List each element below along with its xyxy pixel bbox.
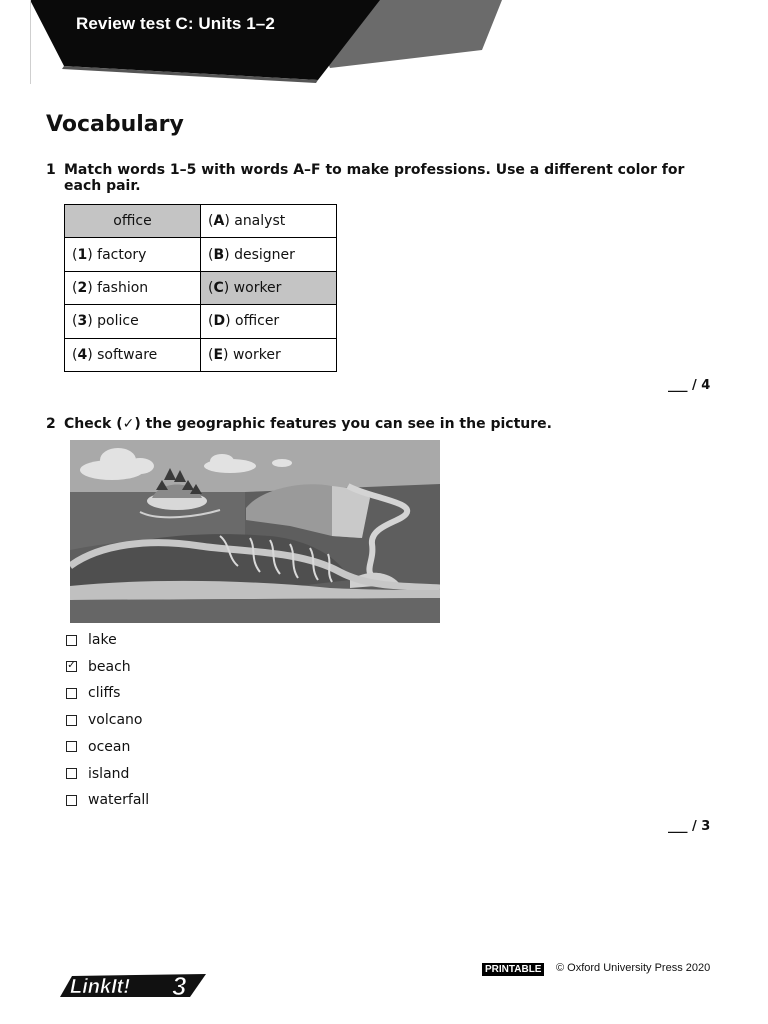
checklist-item: [66, 683, 120, 703]
match-right-cell: (B) designer: [201, 238, 337, 271]
match-word: worker: [232, 346, 281, 363]
q1-score: ___ / 4: [668, 378, 711, 393]
checklist-label: volcano: [88, 712, 143, 729]
svg-text:LinkIt!: LinkIt!: [70, 976, 130, 998]
match-letter: E: [213, 346, 224, 363]
checkbox[interactable]: [66, 795, 77, 806]
checklist-label: ocean: [88, 738, 131, 755]
match-left-cell: (2) fashion: [65, 271, 201, 304]
match-word: analyst: [234, 213, 286, 230]
match-row: [65, 271, 337, 304]
match-number: 1: [77, 246, 88, 263]
check-mark-icon: ✓: [67, 660, 76, 672]
match-letter: B: [213, 246, 225, 263]
match-table: [64, 204, 337, 372]
match-number: 3: [77, 313, 88, 330]
match-right-cell: (D) officer: [201, 305, 337, 338]
match-word: worker: [233, 279, 282, 296]
checklist-item: [66, 790, 149, 810]
checkbox[interactable]: [66, 715, 77, 726]
match-row: [65, 205, 337, 238]
match-number: 4: [77, 346, 88, 363]
match-word: designer: [234, 246, 295, 263]
match-letter: C: [213, 279, 224, 296]
match-word: fashion: [97, 279, 149, 296]
match-letter: D: [213, 313, 226, 330]
match-row: [65, 338, 337, 371]
test-title: Review test C: Units 1–2: [76, 14, 275, 33]
match-row: [65, 238, 337, 271]
q2-number: 2: [46, 416, 56, 432]
match-word: factory: [97, 246, 147, 263]
match-word: office: [113, 213, 152, 230]
landscape-picture: [70, 440, 440, 623]
margin-rule: [30, 0, 31, 84]
svg-text:3: 3: [172, 971, 187, 1000]
match-letter: A: [213, 213, 225, 230]
match-word: police: [97, 313, 139, 330]
match-left-cell: (3) police: [65, 305, 201, 338]
checklist-label: beach: [88, 658, 131, 675]
checklist-item: [66, 630, 117, 650]
checkbox[interactable]: [66, 741, 77, 752]
checklist-label: lake: [88, 632, 117, 648]
q2-score: ___ / 3: [668, 819, 711, 834]
copyright-text: © Oxford University Press 2020: [556, 962, 711, 974]
checklist-label: island: [88, 765, 130, 782]
q1-instructions: Match words 1–5 with words A–F to make professions. Use a different color for each pair.: [64, 162, 685, 194]
match-right-cell: (E) worker: [201, 338, 337, 371]
checkbox[interactable]: [66, 635, 77, 646]
match-word: software: [97, 346, 158, 363]
match-left-cell: (4) software: [65, 338, 201, 371]
checklist-label: cliffs: [88, 685, 121, 702]
checklist-item: [66, 764, 129, 784]
checkbox[interactable]: [66, 688, 77, 699]
checklist-item: [66, 737, 130, 757]
checklist-label: waterfall: [88, 792, 150, 809]
match-right-cell: (C) worker: [201, 271, 337, 304]
match-number: 2: [77, 279, 88, 296]
checklist-item: [66, 657, 131, 677]
match-left-cell: (1) factory: [65, 238, 201, 271]
section-title: Vocabulary: [46, 112, 184, 137]
q2-instructions: Check (✓) the geographic features you can see in the picture.: [64, 416, 552, 432]
match-left-cell: [65, 205, 201, 238]
printable-badge: PRINTABLE: [482, 963, 544, 976]
checklist-item: [66, 710, 142, 730]
match-word: officer: [235, 313, 280, 330]
checkbox[interactable]: [66, 768, 77, 779]
checkbox[interactable]: [66, 661, 77, 672]
match-row: [65, 305, 337, 338]
q1-number: 1: [46, 162, 56, 178]
match-right-cell: (A) analyst: [201, 205, 337, 238]
linkit-logo: [60, 968, 210, 1000]
